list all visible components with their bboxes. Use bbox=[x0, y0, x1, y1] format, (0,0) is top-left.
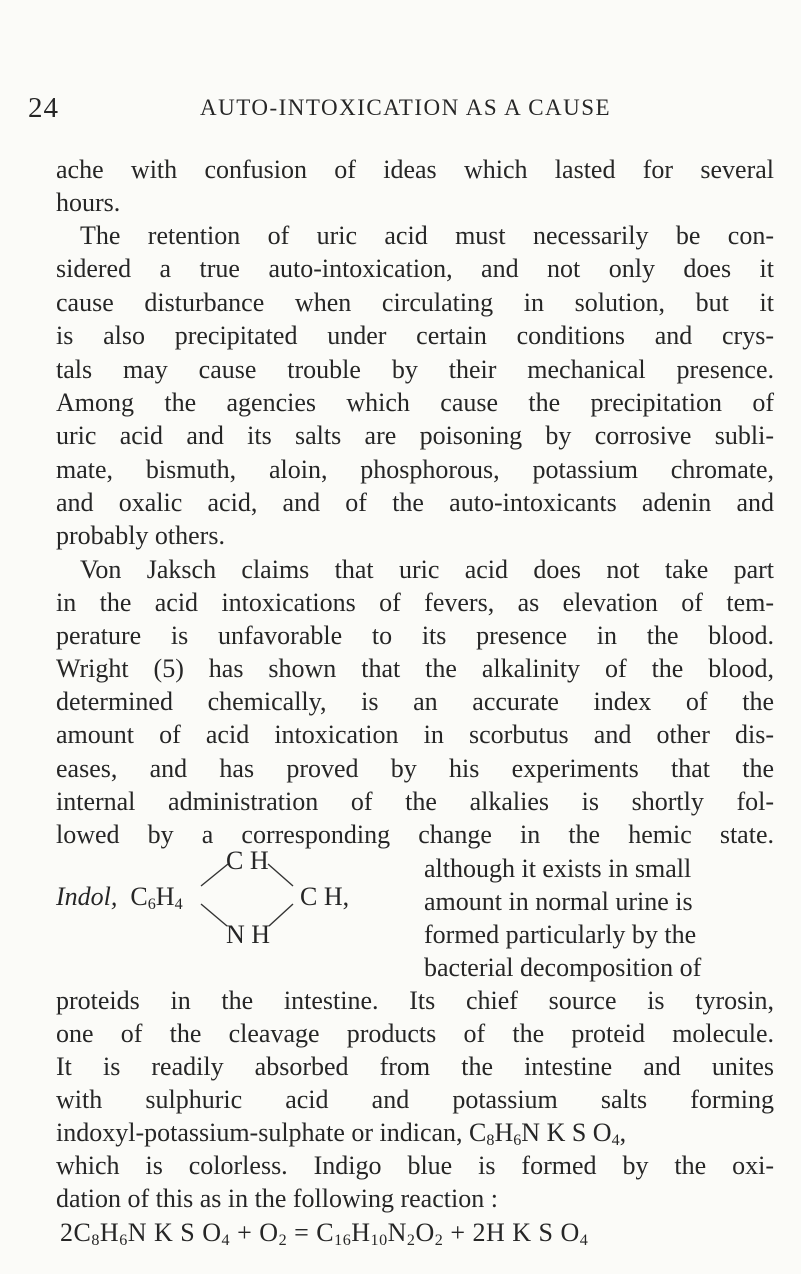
bond-line bbox=[201, 904, 227, 926]
bond-line bbox=[201, 864, 228, 886]
text-line: amount of acid intoxication in scorbutus and other dis- bbox=[56, 720, 774, 749]
text-line: amount in normal urine is bbox=[424, 887, 693, 916]
running-title: AUTO-INTOXICATION AS A CAUSE bbox=[200, 95, 612, 120]
text-line: determined chemically, is an accurate index of the bbox=[56, 687, 774, 716]
bottom-group: N H bbox=[226, 920, 271, 949]
text-line: sidered a true auto-intoxication, and not only does it bbox=[56, 254, 774, 283]
text-line: lowed by a corresponding change in the hemic state. bbox=[56, 820, 774, 849]
text-line: in the acid intoxications of fevers, as elevation of tem- bbox=[56, 588, 774, 617]
text-line: internal administration of the alkalies is shortly fol- bbox=[56, 787, 774, 816]
right-group: C H, bbox=[300, 882, 350, 911]
indol-label: Indol, $C_6H_4$ bbox=[56, 882, 183, 914]
page-number: 24 bbox=[28, 92, 59, 124]
text-line: although it exists in small bbox=[424, 854, 692, 883]
text-line: Von Jaksch claims that uric acid does not take part bbox=[80, 555, 774, 584]
text-line: Wright (5) has shown that the alkalinity of the blood, bbox=[56, 654, 774, 683]
text-line: ache with confusion of ideas which lasted for several bbox=[56, 155, 774, 184]
text-line: Among the agencies which cause the precipitation of bbox=[56, 388, 774, 417]
text-line: one of the cleavage products of the proteid molecule. bbox=[56, 1019, 774, 1048]
text-line: It is readily absorbed from the intestine and unites bbox=[56, 1052, 774, 1081]
top-group: C H bbox=[226, 846, 269, 875]
text-line: dation of this as in the following reaction : bbox=[56, 1184, 498, 1213]
text-line: cause disturbance when circulating in solution, but it bbox=[56, 288, 774, 317]
text-line: and oxalic acid, and of the auto-intoxicants adenin and bbox=[56, 488, 774, 517]
text-line: bacterial decomposition of bbox=[424, 953, 702, 982]
text-line: The retention of uric acid must necessarily be con- bbox=[80, 221, 774, 250]
text-line: with sulphuric acid and potassium salts forming bbox=[56, 1085, 774, 1114]
text-line: which is colorless. Indigo blue is formed by the oxi- bbox=[56, 1151, 774, 1180]
text-line: uric acid and its salts are poisoning by corrosive subli- bbox=[56, 421, 774, 450]
text-line: formed particularly by the bbox=[424, 920, 697, 949]
bond-line bbox=[268, 864, 293, 886]
text-line: tals may cause trouble by their mechanical presence. bbox=[56, 355, 774, 384]
text-line: is also precipitated under certain conditions and crys- bbox=[56, 321, 774, 350]
reaction-equation: $2C_8H_6N$ K S $O_4 + O_2 = C_{16}H_{10}N_2O_2 + 2H$ K S $O_4$ bbox=[60, 1218, 589, 1250]
text-line: hours. bbox=[56, 188, 121, 217]
indican-line: indoxyl-potassium-sulphate or indican, $C_8H_6N$ K S $O_4$, bbox=[56, 1118, 627, 1150]
bond-line bbox=[269, 904, 293, 926]
text-line: eases, and has proved by his experiments that the bbox=[56, 754, 774, 783]
text-line: perature is unfavorable to its presence in the blood. bbox=[56, 621, 774, 650]
indol-structure bbox=[56, 846, 421, 977]
indol-name: Indol, bbox=[56, 882, 118, 911]
text-line: mate, bismuth, aloin, phosphorous, potassium chromate, bbox=[56, 455, 774, 484]
text-line: proteids in the intestine. Its chief source is tyrosin, bbox=[56, 986, 774, 1015]
text-line: probably others. bbox=[56, 521, 225, 550]
